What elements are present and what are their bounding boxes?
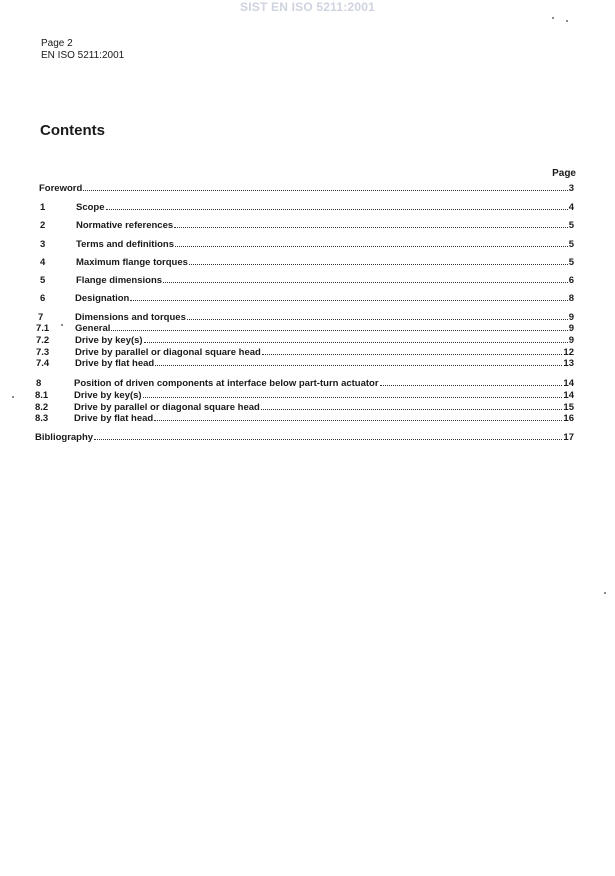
toc-entry-text: Drive by key(s) [75,335,143,346]
toc-entry-page: 16 [563,413,574,424]
dot-leader [106,201,568,210]
toc-entry-page: 15 [563,402,574,413]
toc-entry-5[interactable] [40,274,574,286]
toc-entry-page: 9 [568,312,574,323]
toc-entry-number: 5 [40,275,46,286]
watermark: SIST EN ISO 5211:2001 [240,0,375,14]
toc-entry-number: 4 [40,257,46,268]
dot-leader [175,238,568,247]
toc-entry-7-1[interactable] [36,322,574,334]
toc-entry-page: 9 [568,323,574,334]
toc-entry-number: 8.2 [35,402,49,413]
contents-title: Contents [40,122,105,139]
toc-entry-number: 2 [40,220,46,231]
toc-entry-8-3[interactable] [35,412,574,424]
toc-entry-number: 7.4 [36,358,50,369]
toc-entry-page: 5 [568,257,574,268]
toc-entry-number: 8 [36,378,42,389]
toc-entry-text: Dimensions and torques [75,312,186,323]
toc-entry-text: Flange dimensions [76,275,163,286]
toc-entry-text: General [75,323,111,334]
dot-leader [174,219,568,228]
toc-entry-page: 5 [568,220,574,231]
toc-entry-7-4[interactable] [36,357,574,369]
toc-entry-foreword[interactable] [39,182,574,194]
scan-speck [604,592,606,594]
toc-entry-number: 8.1 [35,390,49,401]
toc-entry-number: 1 [40,202,46,213]
toc-entry-number: 3 [40,239,46,250]
toc-entry-1[interactable] [40,201,574,213]
toc-entry-4[interactable] [40,256,574,268]
toc-entry-page: 17 [563,432,574,443]
scan-speck [12,396,14,398]
dot-leader [262,346,563,355]
dot-leader [144,334,568,343]
toc-entry-text: Normative references [76,220,174,231]
toc-entry-3[interactable] [40,238,574,250]
toc-entry-text: Bibliography [35,432,94,443]
dot-leader [261,401,563,410]
scan-speck [566,20,568,22]
dot-leader [187,311,568,320]
toc-entry-6[interactable] [40,292,574,304]
toc-entry-page: 6 [568,275,574,286]
toc-entry-number: 7 [38,312,44,323]
toc-entry-page: 3 [568,183,574,194]
toc-entry-page: 13 [563,358,574,369]
toc-entry-text: Maximum flange torques [76,257,188,268]
toc-entry-text: Drive by flat head [75,358,155,369]
scan-speck [61,324,63,326]
toc-entry-text: Position of driven components at interface below part-turn actuator [74,378,379,389]
dot-leader [94,431,562,440]
toc-entry-number: 7.3 [36,347,50,358]
toc-entry-text: Scope [76,202,105,213]
dot-leader [380,377,563,386]
toc-entry-number: 7.1 [36,323,50,334]
dot-leader [155,357,562,366]
toc-entry-text: Terms and definitions [76,239,175,250]
page-number: Page 2 [41,38,73,49]
toc-entry-page: 8 [568,293,574,304]
toc-entry-text: Drive by key(s) [74,390,142,401]
dot-leader [143,389,563,398]
toc-entry-bibliography[interactable] [35,431,574,443]
toc-entry-2[interactable] [40,219,574,231]
toc-entry-page: 9 [568,335,574,346]
scan-speck [552,17,554,19]
toc-entry-7-2[interactable] [36,334,574,346]
toc-entry-page: 4 [568,202,574,213]
toc-entry-text: Foreword [39,183,83,194]
dot-leader [189,256,568,265]
page-column-label: Page [552,168,576,179]
dot-leader [111,322,567,331]
toc-entry-number: 6 [40,293,46,304]
dot-leader [163,274,568,283]
toc-entry-page: 12 [563,347,574,358]
toc-entry-page: 5 [568,239,574,250]
toc-entry-number: 7.2 [36,335,50,346]
toc-entry-text: Drive by parallel or diagonal square head [75,347,261,358]
toc-entry-page: 14 [563,390,574,401]
standard-id: EN ISO 5211:2001 [41,50,125,61]
toc-entry-number: 8.3 [35,413,49,424]
dot-leader [154,412,562,421]
toc-entry-8-1[interactable] [35,389,574,401]
dot-leader [83,182,567,191]
dot-leader [130,292,567,301]
toc-entry-text: Drive by parallel or diagonal square head [74,402,260,413]
toc-entry-text: Designation [75,293,130,304]
toc-entry-8[interactable] [36,377,574,389]
toc-entry-text: Drive by flat head [74,413,154,424]
toc-entry-page: 14 [563,378,574,389]
